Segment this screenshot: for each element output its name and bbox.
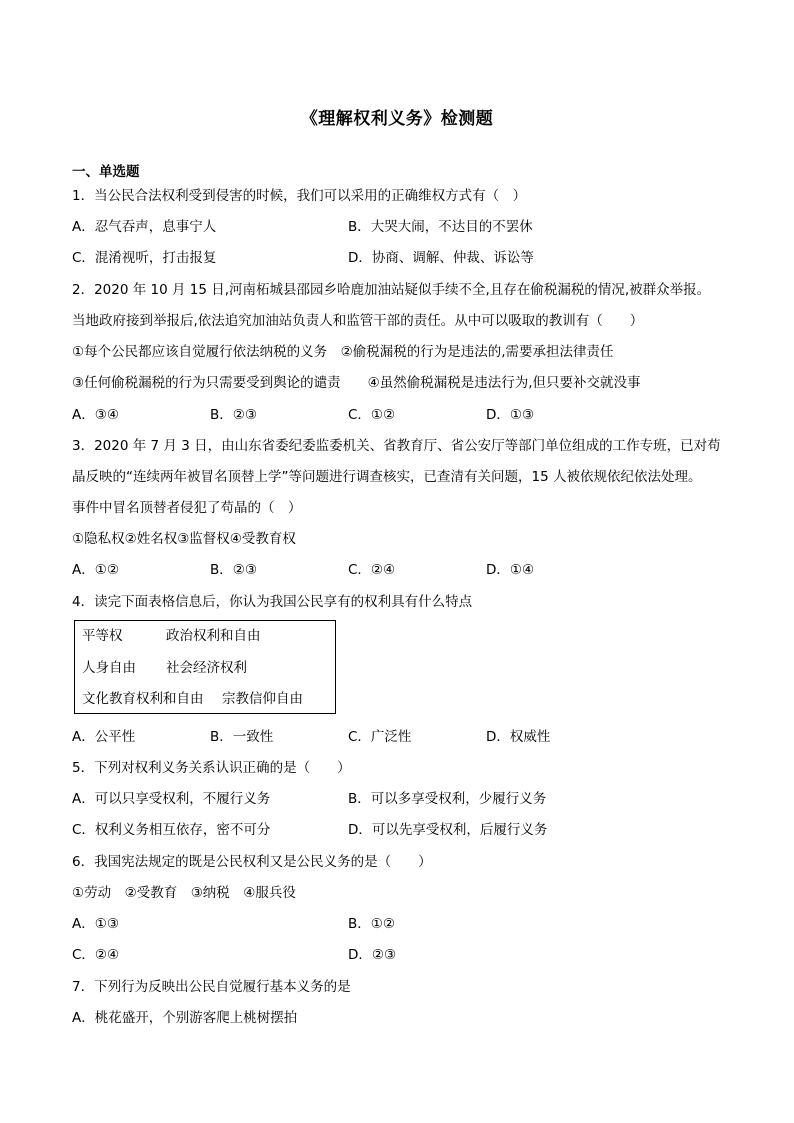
- question-2-statements-2: ③任何偷税漏税的行为只需要受到舆论的谴责 ④虽然偷税漏税是违法行为,但只要补交就没事: [72, 375, 641, 391]
- q7-option-a: A．桃花盛开，个别游客爬上桃树摆拍: [72, 1010, 298, 1026]
- q1-option-a: A．忍气吞声，息事宁人: [72, 219, 217, 235]
- question-4-stem: 4．读完下面表格信息后，你认为我国公民享有的权利具有什么特点: [72, 594, 473, 610]
- question-3-stem-line2: 晶反映的“连续两年被冒名顶替上学”等问题进行调查核实，已查清有关问题，15 人被依规依纪依法处理。: [72, 469, 702, 485]
- q6-option-a: A．①③: [72, 916, 119, 932]
- q2-option-c: C．①②: [348, 407, 396, 423]
- q3-option-c: C．②④: [348, 562, 396, 578]
- q3-option-d: D．①④: [486, 562, 535, 578]
- q5-option-c: C．权利义务相互依存，密不可分: [72, 822, 271, 838]
- question-2-statements-1: ①每个公民都应该自觉履行依法纳税的义务 ②偷税漏税的行为是违法的,需要承担法律责任: [72, 344, 614, 360]
- question-3-statements: ①隐私权②姓名权③监督权④受教育权: [72, 531, 296, 547]
- q6-option-c: C．②④: [72, 947, 120, 963]
- table-cell: 社会经济权利: [166, 660, 247, 676]
- section-heading: 一、单选题: [72, 164, 140, 180]
- q2-option-d: D．①③: [486, 407, 535, 423]
- q5-option-a: A．可以只享受权利，不履行义务: [72, 791, 271, 807]
- rights-table: [74, 620, 336, 714]
- table-cell: 平等权: [82, 628, 123, 644]
- question-6-stem: 6．我国宪法规定的既是公民权利又是公民义务的是（ ）: [72, 854, 432, 870]
- q4-option-c: C．广泛性: [348, 729, 412, 745]
- q3-option-b: B．②③: [210, 562, 257, 578]
- question-7-stem: 7．下列行为反映出公民自觉履行基本义务的是: [72, 979, 351, 995]
- q4-option-d: D．权威性: [486, 729, 551, 745]
- question-5-stem: 5．下列对权利义务关系认识正确的是（ ）: [72, 760, 351, 776]
- question-2-stem-line1: 2．2020 年 10 月 15 日,河南柘城县邵园乡哈鹿加油站疑似手续不全,且存在偷税漏税的情况,被群众举报。: [72, 282, 711, 298]
- q1-option-b: B．大哭大闹，不达目的不罢休: [348, 219, 533, 235]
- table-cell: 人身自由: [82, 660, 136, 676]
- q4-option-a: A．公平性: [72, 729, 136, 745]
- q6-option-b: B．①②: [348, 916, 395, 932]
- table-cell: 文化教育权利和自由: [82, 691, 204, 707]
- question-2-stem-line2: 当地政府接到举报后,依法追究加油站负责人和监管干部的责任。从中可以吸取的教训有（ ）: [72, 313, 644, 329]
- q2-option-a: A．③④: [72, 407, 119, 423]
- question-3-stem-line1: 3．2020 年 7 月 3 日，由山东省委纪委监委机关、省教育厅、省公安厅等部门单位组成的工作专班，已对苟: [72, 438, 721, 454]
- document-title: 《理解权利义务》检测题: [300, 109, 494, 129]
- question-3-stem-line3: 事件中冒名顶替者侵犯了苟晶的（ ）: [72, 500, 302, 516]
- question-6-statements: ①劳动 ②受教育 ③纳税 ④服兵役: [72, 885, 296, 901]
- table-cell: 宗教信仰自由: [222, 691, 303, 707]
- q4-option-b: B．一致性: [210, 729, 274, 745]
- q3-option-a: A．①②: [72, 562, 119, 578]
- q5-option-d: D．可以先享受权利，后履行义务: [348, 822, 548, 838]
- q1-option-c: C．混淆视听，打击报复: [72, 250, 217, 266]
- q1-option-d: D．协商、调解、仲裁、诉讼等: [348, 250, 534, 266]
- q6-option-d: D．②③: [348, 947, 397, 963]
- question-1-stem: 1．当公民合法权利受到侵害的时候，我们可以采用的正确维权方式有（ ）: [72, 188, 527, 204]
- q2-option-b: B．②③: [210, 407, 257, 423]
- table-cell: 政治权利和自由: [166, 628, 261, 644]
- q5-option-b: B．可以多享受权利，少履行义务: [348, 791, 547, 807]
